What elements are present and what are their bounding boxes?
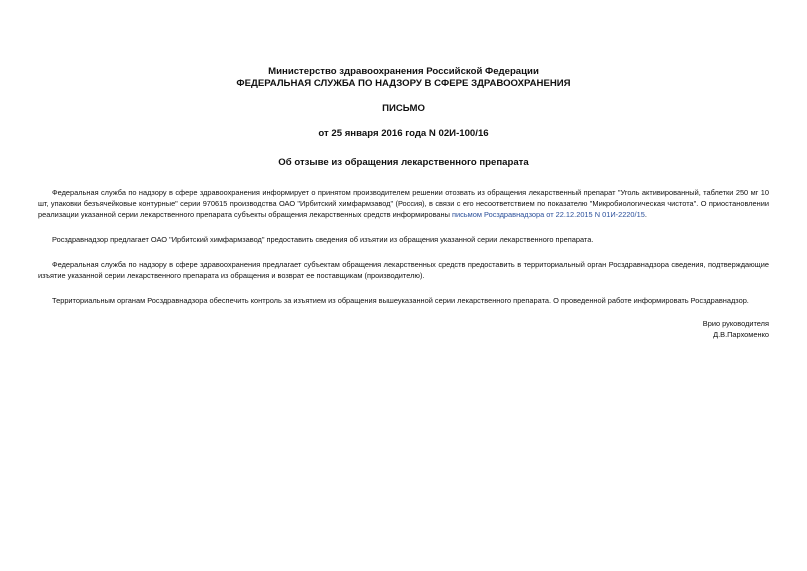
service-name: ФЕДЕРАЛЬНАЯ СЛУЖБА ПО НАДЗОРУ В СФЕРЕ ЗДРАВООХРАНЕНИЯ — [236, 78, 571, 89]
paragraph-1-text: Федеральная служба по надзору в сфере здравоохранения информирует о принятом производителем решении отозвать из обращения лекарственный препарат "Уголь активированный, таблетки 250 мг 10 шт, упаковки безъячейковые контурные" серии 970615 производства ОАО "Ирбитский химфармзавод" (Россия), в связи с его несоответствием по показателю "Микробиологическая чистота". О приостановлении реализации указанной серии лекарственного препарата субъекты обращения лекарственных средств информированы — [38, 188, 769, 219]
paragraph-3: Федеральная служба по надзору в сфере здравоохранения предлагает субъектам обращения лекарственных средств предоставить в территориальный орган Росздравнадзора сведения, подтверждающие изъятие указанной серии лекарственного препарата из обращения и возврат ее поставщикам (производителю). — [38, 260, 769, 280]
reference-letter-link[interactable]: письмом Росздравнадзора от 22.12.2015 N 01И-2220/15 — [451, 210, 645, 219]
ministry-name: Министерство здравоохранения Российской Федерации — [268, 66, 539, 77]
paragraph-1-end: . — [644, 210, 647, 219]
document-type: ПИСЬМО — [382, 103, 425, 114]
signatory-position: Врио руководителя — [702, 319, 769, 328]
paragraph-1 — [38, 187, 769, 220]
document-subject: Об отзыве из обращения лекарственного препарата — [278, 157, 529, 168]
letterhead — [38, 66, 769, 90]
signatory-name: Д.В.Пархоменко — [713, 330, 769, 339]
paragraph-4: Территориальным органам Росздравнадзора обеспечить контроль за изъятием из обращения вышеуказанной серии лекарственного препарата. О проведенной работе информировать Росздравнадзор. — [52, 296, 749, 305]
signature-block — [703, 318, 769, 340]
document-body — [38, 187, 769, 306]
document-date-number: от 25 января 2016 года N 02И-100/16 — [318, 128, 489, 139]
paragraph-2: Росздравнадзор предлагает ОАО "Ирбитский химфармзавод" предоставить сведения об изъятии из обращения указанной серии лекарственного препарата. — [52, 235, 594, 244]
